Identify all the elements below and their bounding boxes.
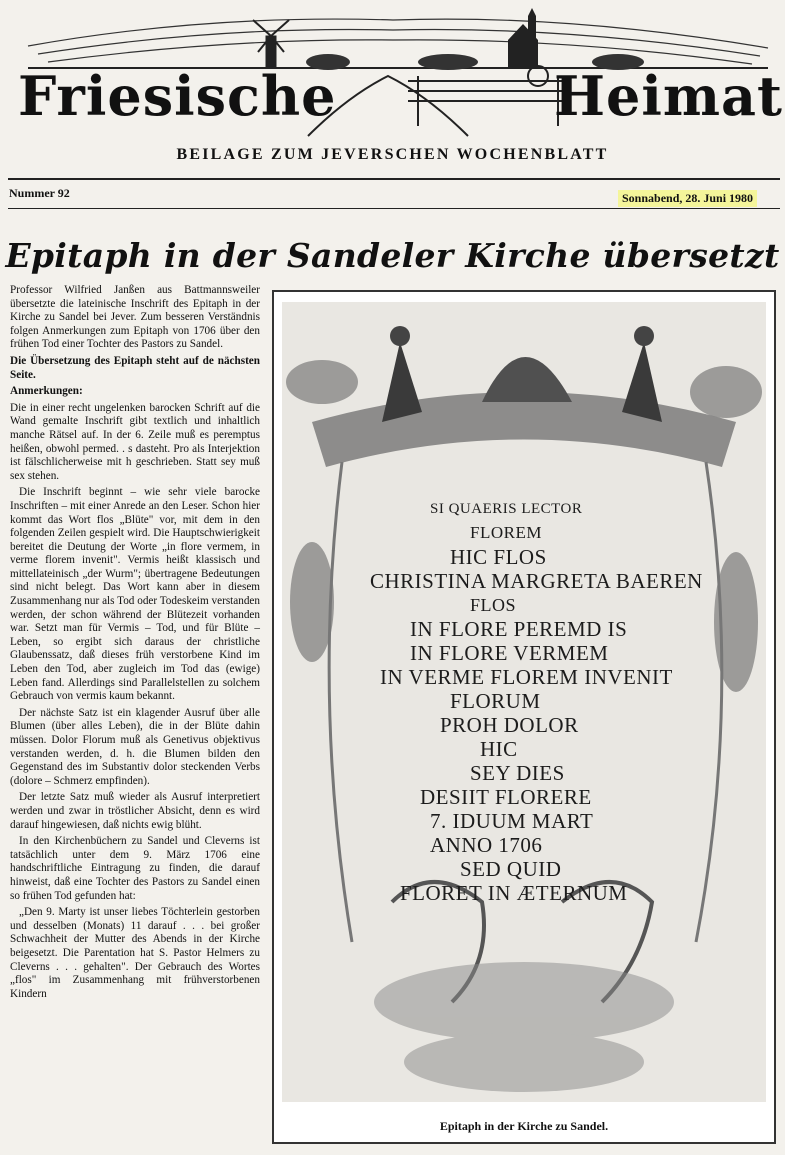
divider: [8, 178, 780, 180]
article-column: [10, 284, 260, 1004]
inscription-line: IN FLORE VERMEM: [410, 641, 609, 665]
epitaph-inscription: [370, 497, 740, 905]
title-right: Heimat: [554, 64, 783, 128]
headline: Epitaph in der Sandeler Kirche übersetzt: [5, 236, 780, 275]
inscription-line: IN FLORE PEREMD IS: [410, 617, 628, 641]
inscription-line: ANNO 1706: [430, 833, 543, 857]
inscription-line: FLORUM: [450, 689, 541, 713]
inscription-line: CHRISTINA MARGRETA BAEREN: [370, 569, 703, 593]
epitaph-photo: [272, 290, 776, 1144]
article-paragraph: Der letzte Satz muß wieder als Ausruf interpretiert werden und zwar in tröstlicher Absicht, denn es wird darauf hingewiesen, daß nichts ewig blüht.: [10, 791, 260, 831]
inscription-line: SI QUAERIS LECTOR: [430, 501, 583, 517]
inscription-line: DESIIT FLORERE: [420, 785, 592, 809]
photo-caption: Epitaph in der Kirche zu Sandel.: [439, 1119, 609, 1133]
article-paragraph: Die Inschrift beginnt – wie sehr viele barocke Inschriften – mit einer Anrede an den Leser. Schon hier kommt das Wort flos „Blüte" vor, mit dem in den folgenden Zeilen gespielt wird. Die Hauptschwierigkeit bereitet die Deutung der Worte „in flore vermem, in verme florem invenit". Vermis heißt klassisch und mittellateinisch „der Wurm"; übertragene Bedeutungen sind nicht belegt. Das Wort kann aber in diesem Zusammenhang nur als Tod oder Todeskeim verstanden werden, der schon während der Blütezeit vorhanden war. Setzt man für Vermis – Tod, und für Blüte – Leben, so ergibt sich daraus der christliche Glaubenssatz, daß dieses früh verstorbene Kind im Leben den Tod, aber zugleich im Tod das (ewige) Leben fand. Allerdings sind Parallelstellen zu solchem Gebrauch von vermis kaum bekannt.: [10, 486, 260, 703]
inscription-line: FLOS: [470, 595, 517, 615]
inscription-line: FLORET IN ÆTERNUM: [400, 881, 628, 905]
issue-number: Nummer 92: [9, 186, 70, 200]
article-paragraph: In den Kirchenbüchern zu Sandel und Cleverns ist tatsächlich unter dem 9. März 1706 eine handschriftliche Eintragung zu finden, die darauf hinweist, daß eine Tochter des Pastors zu Sandel einen so frühen Tod gefunden hat:: [10, 835, 260, 902]
article-paragraph: „Den 9. Marty ist unser liebes Töchterlein gestorben und desselben (Monats) 11 darauf . . . bei großer Schwachheit der Mutter des Abends in der Kirche beigesetzt. Die Parentation hat S. Pastor Helmers zu Cleverns . . . gehalten". Der Gebrauch des Wortes „flos" im Zusammenhang mit frühverstorbenen Kindern: [10, 906, 260, 1000]
inscription-line: FLOREM: [470, 523, 542, 542]
masthead-subtitle: BEILAGE ZUM JEVERSCHEN WOCHENBLATT: [176, 146, 609, 163]
inscription-line: 7. IDUUM MART: [430, 809, 594, 833]
inscription-line: SEY DIES: [470, 761, 565, 785]
inscription-line: IN VERME FLOREM INVENIT: [380, 665, 673, 689]
inscription-line: HIC FLOS: [450, 545, 547, 569]
divider: [8, 208, 780, 209]
issue-date-highlighted: Sonnabend, 28. Juni 1980: [618, 190, 757, 207]
inscription-line: HIC: [480, 737, 518, 761]
inscription-line: SED QUID: [460, 857, 562, 881]
article-note: Die Übersetzung des Epitaph steht auf de nächsten Seite.: [10, 354, 260, 381]
newspaper-title: [18, 66, 783, 126]
title-left: Friesische: [18, 64, 337, 128]
article-heading: Anmerkungen:: [10, 385, 83, 398]
article-intro: Professor Wilfried Janßen aus Battmannsweiler übersetzte die lateinische Inschrift des Epitaph in der Kirche zu Sandel bei Jever. Zum besseren Verständnis folgen Anmerkungen zum Epitaph von 1706 über den frühen Tod einer Tochter des Pastors zu Sandel.: [10, 284, 260, 351]
inscription-line: PROH DOLOR: [440, 713, 579, 737]
article-paragraph: Der nächste Satz ist ein klagender Ausruf über alle Blumen (über alles Leben), die in der Blüte dahin müssen. Dolor Florum muß als Genetivus objektivus verstanden werden, d. h. die Blumen bilden den Gegenstand des im Substantiv dolor steckenden Verbs (dolore – Schmerz empfinden).: [10, 706, 260, 787]
article-paragraph: Die in einer recht ungelenken barocken Schrift auf die Wand gemalte Inschrift gibt textlich und inhaltlich manche Rätsel auf. In der 6. Zeile muß es peremptus heißen, obwohl permed. . s dasteht. Pro als Interjektion ist fälschlicherweise mit h geschrieben. Statt sey muß sex stehen.: [10, 401, 260, 482]
